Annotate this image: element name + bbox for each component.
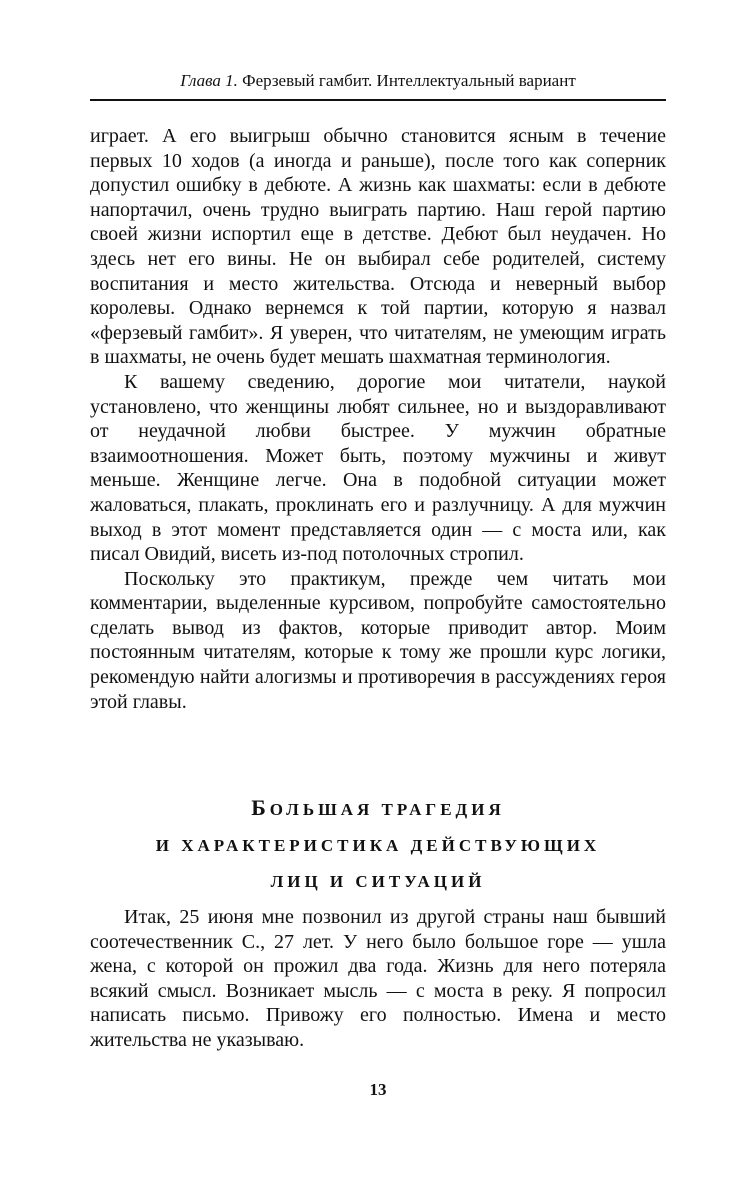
paragraph-2: К вашему сведению, дорогие мои читатели, наукой установлено, что женщины любят сильнее, но и выздоравливают от неудачной любви быстрее. У мужчин обратные взаимоотношения. Может быть, поэтому мужчины и живут меньше. Женщине легче. Она в подобной ситуации может жаловаться, плакать, проклинать его и разлучницу. А для мужчин выход в этот момент представляется один — с моста или, как писал Овидий, висеть из-под потолочных стропил. <box>90 370 666 566</box>
section-heading-line-2: И ХАРАКТЕРИСТИКА ДЕЙСТВУЮЩИХ <box>155 836 601 855</box>
section-paragraph-1: Итак, 25 июня мне позвонил из другой страны наш бывший соотечественник С., 27 лет. У него было большое горе — ушла жена, с которой он прожил два года. Жизнь для него потеряла всякий смысл. Возникает мысль — с моста в реку. Я попросил написать письмо. Привожу его полностью. Имена и место жительства не указываю. <box>90 906 666 1051</box>
section-heading-line-3: ЛИЦ И СИТУАЦИЙ <box>270 872 486 891</box>
page-number: 13 <box>369 1080 387 1099</box>
chapter-label: Глава 1. <box>180 71 238 90</box>
main-text <box>90 124 666 714</box>
paragraph-3: Поскольку это практикум, прежде чем читать мои комментарии, выделенные курсивом, попробуйте самостоятельно сделать вывод из фактов, которые приводит автор. Моим постоянным читателям, которые к тому же прошли курс логики, рекомендую найти алогизмы и противоречия в рассуждениях героя этой главы. <box>90 567 666 713</box>
section-text <box>90 905 666 1053</box>
section-heading <box>90 790 666 900</box>
paragraph-1: играет. А его выигрыш обычно становится ясным в течение первых 10 ходов (а иногда и раньше), после того как соперник допустил ошибку в дебюте. А жизнь как шахматы: если в дебюте напортачил, очень трудно выиграть партию. Наш герой партию своей жизни испортил еще в детстве. Дебют был неудачен. Но здесь нет его вины. Не он выбирал себе родителей, систему воспитания и место жительства. Отсюда и неверный выбор королевы. Однако вернемся к той партии, которую я назвал «ферзевый гамбит». Я уверен, что читателям, не умеющим играть в шахматы, не очень будет мешать шахматная терминология. <box>90 125 666 369</box>
chapter-title: Ферзевый гамбит. Интеллектуальный вариант <box>237 71 576 90</box>
running-header <box>90 70 666 92</box>
section-heading-line-1 <box>90 790 666 828</box>
header-rule <box>90 99 666 101</box>
section-heading-cap: Б <box>251 795 270 820</box>
section-heading-line-1-rest: ОЛЬШАЯ ТРАГЕДИЯ <box>269 800 505 819</box>
